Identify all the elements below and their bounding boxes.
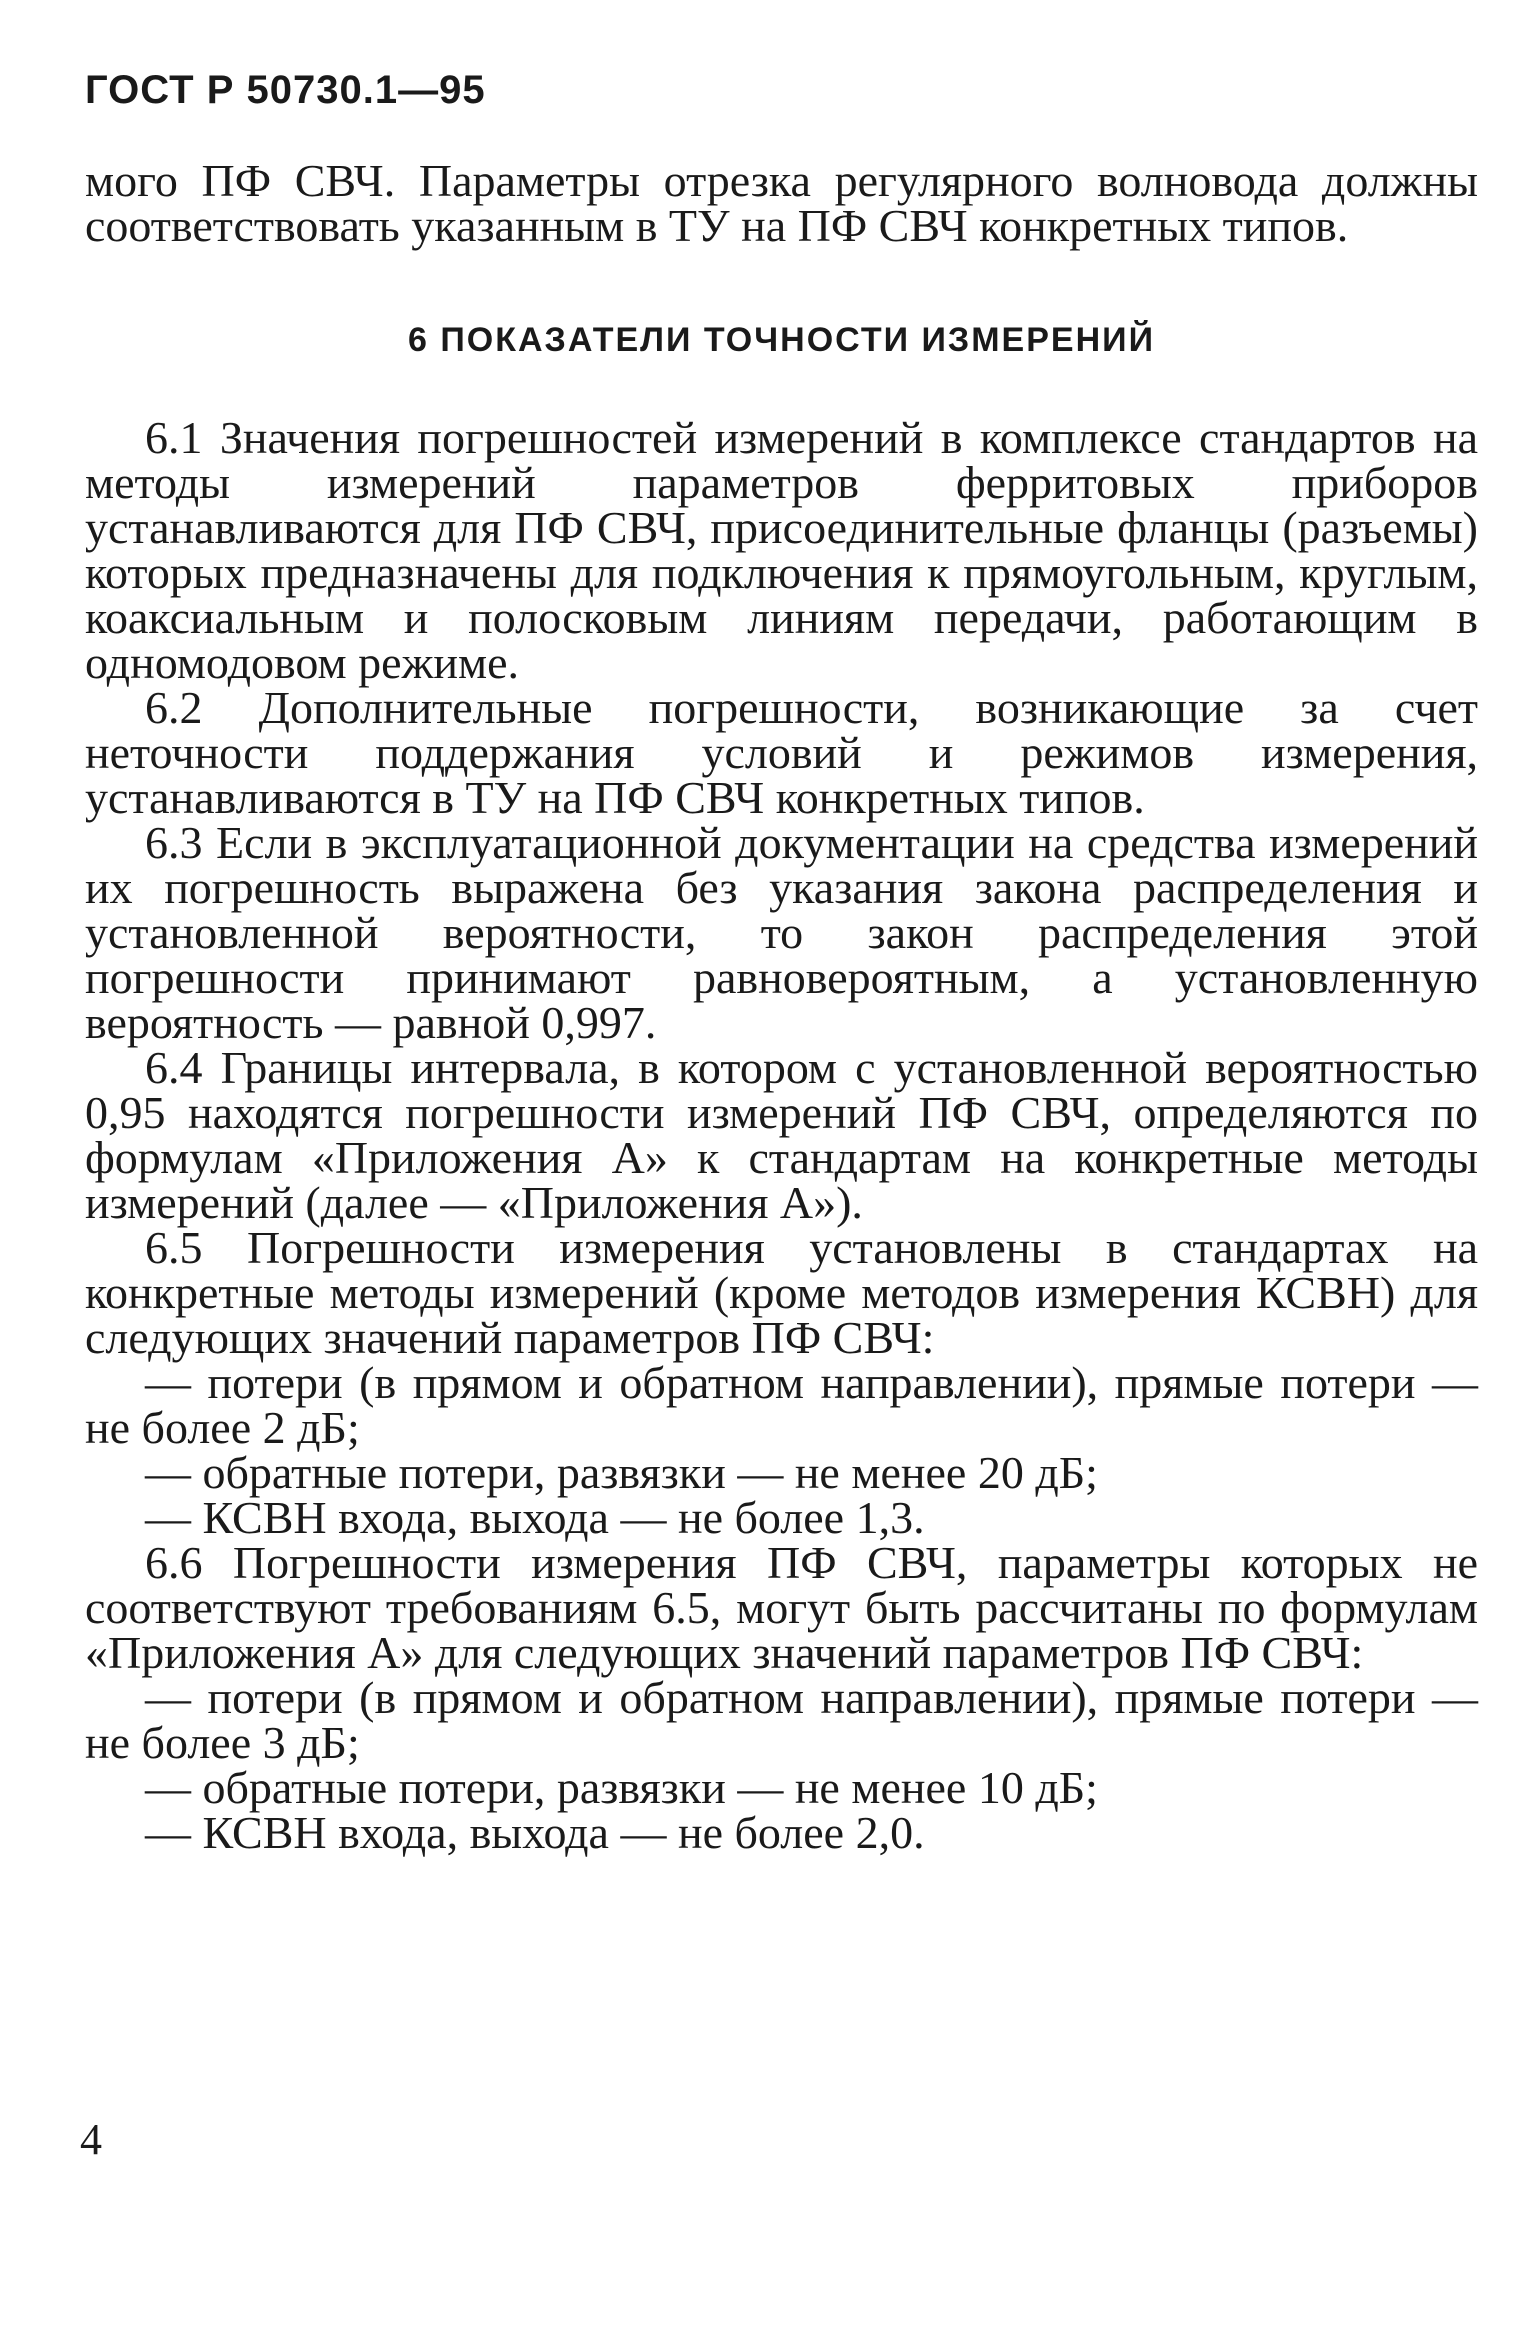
list-item: — обратные потери, развязки — не менее 10 дБ; xyxy=(145,1762,1098,1813)
paragraph-6-5: 6.5 Погрешности измерения установлены в стандартах на конкретные методы измерений (кроме методов измерения КСВН) для следующих значений параметров ПФ СВЧ: xyxy=(85,1222,1478,1363)
continuation-paragraph: мого ПФ СВЧ. Параметры отрезка регулярного волновода должны соответствовать указанным в ТУ на ПФ СВЧ конкретных типов. xyxy=(85,155,1478,251)
page-body xyxy=(85,155,1478,1858)
standard-header: ГОСТ Р 50730.1—95 xyxy=(85,68,486,112)
list-item: — КСВН входа, выхода — не более 2,0. xyxy=(145,1807,925,1858)
list-item: — потери (в прямом и обратном направлении), прямые потери — не более 3 дБ; xyxy=(85,1672,1478,1768)
list-item: — потери (в прямом и обратном направлении), прямые потери — не более 2 дБ; xyxy=(85,1357,1478,1453)
section-heading: 6 ПОКАЗАТЕЛИ ТОЧНОСТИ ИЗМЕРЕНИЙ xyxy=(407,321,1156,359)
paragraph-6-6: 6.6 Погрешности измерения ПФ СВЧ, параметры которых не соответствуют требованиям 6.5, могут быть рассчитаны по формулам «Приложения А» для следующих значений параметров ПФ СВЧ: xyxy=(85,1537,1478,1678)
paragraph-6-2: 6.2 Дополнительные погрешности, возникающие за счет неточности поддержания условий и режимов измерения, устанавливаются в ТУ на ПФ СВЧ конкретных типов. xyxy=(85,682,1478,823)
paragraph-6-1: 6.1 Значения погрешностей измерений в комплексе стандартов на методы измерений параметров ферритовых приборов устанавливаются для ПФ СВЧ, присоединительные фланцы (разъемы) которых предназначены для подключения к прямоугольным, круглым, коаксиальным и полосковым линиям передачи, работающим в одномодовом режиме. xyxy=(85,412,1478,688)
paragraph-6-4: 6.4 Границы интервала, в котором с установленной вероятностью 0,95 находятся погрешности измерений ПФ СВЧ, определяются по формулам «Приложения А» к стандартам на конкретные методы измерений (далее — «Приложения А»). xyxy=(85,1042,1478,1228)
page-number: 4 xyxy=(80,2115,102,2164)
paragraph-6-3: 6.3 Если в эксплуатационной документации на средства измерений их погрешность выражена без указания закона распределения и установленной вероятности, то закон распределения этой погрешности принимают равновероятным, а установленную вероятность — равной 0,997. xyxy=(85,817,1478,1048)
list-item: — КСВН входа, выхода — не более 1,3. xyxy=(145,1492,925,1543)
list-item: — обратные потери, развязки — не менее 20 дБ; xyxy=(145,1447,1098,1498)
